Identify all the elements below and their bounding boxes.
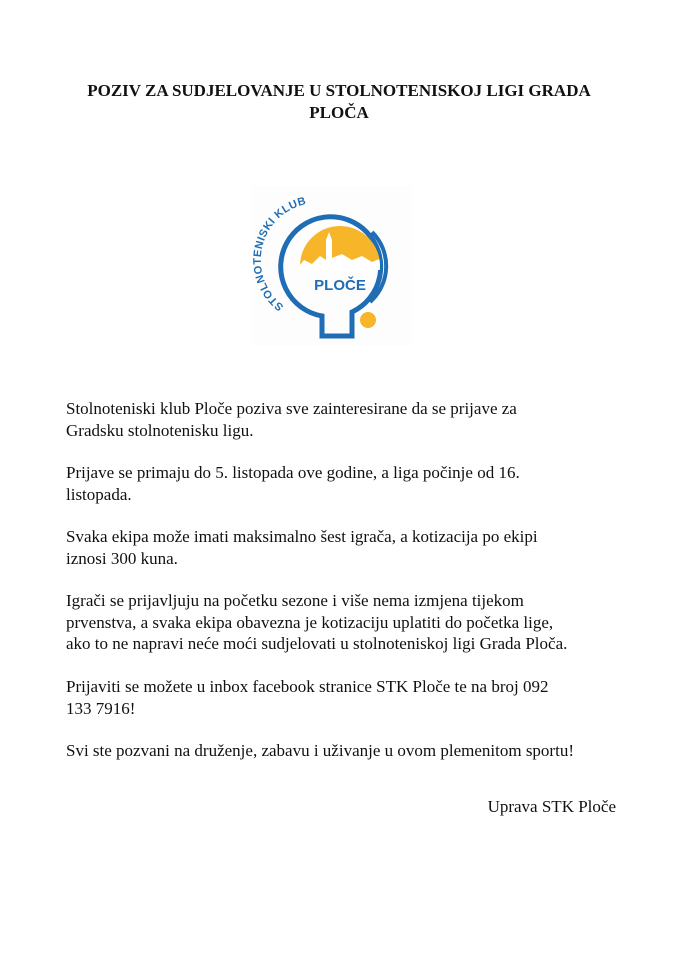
signature: Uprava STK Ploče bbox=[487, 797, 616, 816]
paragraph-5 bbox=[66, 676, 626, 719]
paragraph-4 bbox=[66, 590, 626, 655]
logo-arc-text: STOLNOTENISKI KLUB bbox=[252, 195, 308, 314]
paragraph-line: Igrači se prijavljuju na početku sezone i više nema izmjena tijekom bbox=[66, 591, 524, 610]
ball bbox=[360, 312, 376, 328]
document-title bbox=[40, 80, 638, 124]
paragraph-1 bbox=[66, 398, 626, 441]
paragraph-line: Stolnoteniski klub Ploče poziva sve zainteresirane da se prijave za bbox=[66, 399, 517, 418]
logo-center-text: PLOČE bbox=[314, 277, 366, 294]
paragraph-6 bbox=[66, 740, 626, 762]
paragraph-line: Prijave se primaju do 5. listopada ove godine, a liga počinje od 16. bbox=[66, 463, 520, 482]
paragraph-3 bbox=[66, 526, 626, 569]
paragraph-line: ako to ne napravi neće moći sudjelovati u stolnoteniskoj ligi Grada Ploča. bbox=[66, 634, 568, 653]
club-logo-icon bbox=[252, 186, 412, 346]
paragraph-line: Gradsku stolnotenisku ligu. bbox=[66, 420, 254, 440]
paragraph-line: listopada. bbox=[66, 484, 132, 504]
title-line-2: PLOČA bbox=[309, 103, 369, 122]
paragraph-line: prvenstva, a svaka ekipa obavezna je kotizaciju uplatiti do početka lige, bbox=[66, 612, 554, 632]
paragraph-line: 133 7916! bbox=[66, 698, 136, 718]
paragraph-2 bbox=[66, 462, 626, 505]
paragraph-line: Prijaviti se možete u inbox facebook stranice STK Ploče te na broj 092 bbox=[66, 677, 549, 696]
title-line-1: POZIV ZA SUDJELOVANJE U STOLNOTENISKOJ LIGI GRADA bbox=[87, 81, 591, 100]
club-logo bbox=[252, 186, 412, 346]
paragraph-line: iznosi 300 kuna. bbox=[66, 548, 178, 568]
paragraph-line: Svi ste pozvani na druženje, zabavu i uživanje u ovom plemenitom sportu! bbox=[66, 741, 574, 760]
paragraph-line: Svaka ekipa može imati maksimalno šest igrača, a kotizacija po ekipi bbox=[66, 527, 538, 546]
